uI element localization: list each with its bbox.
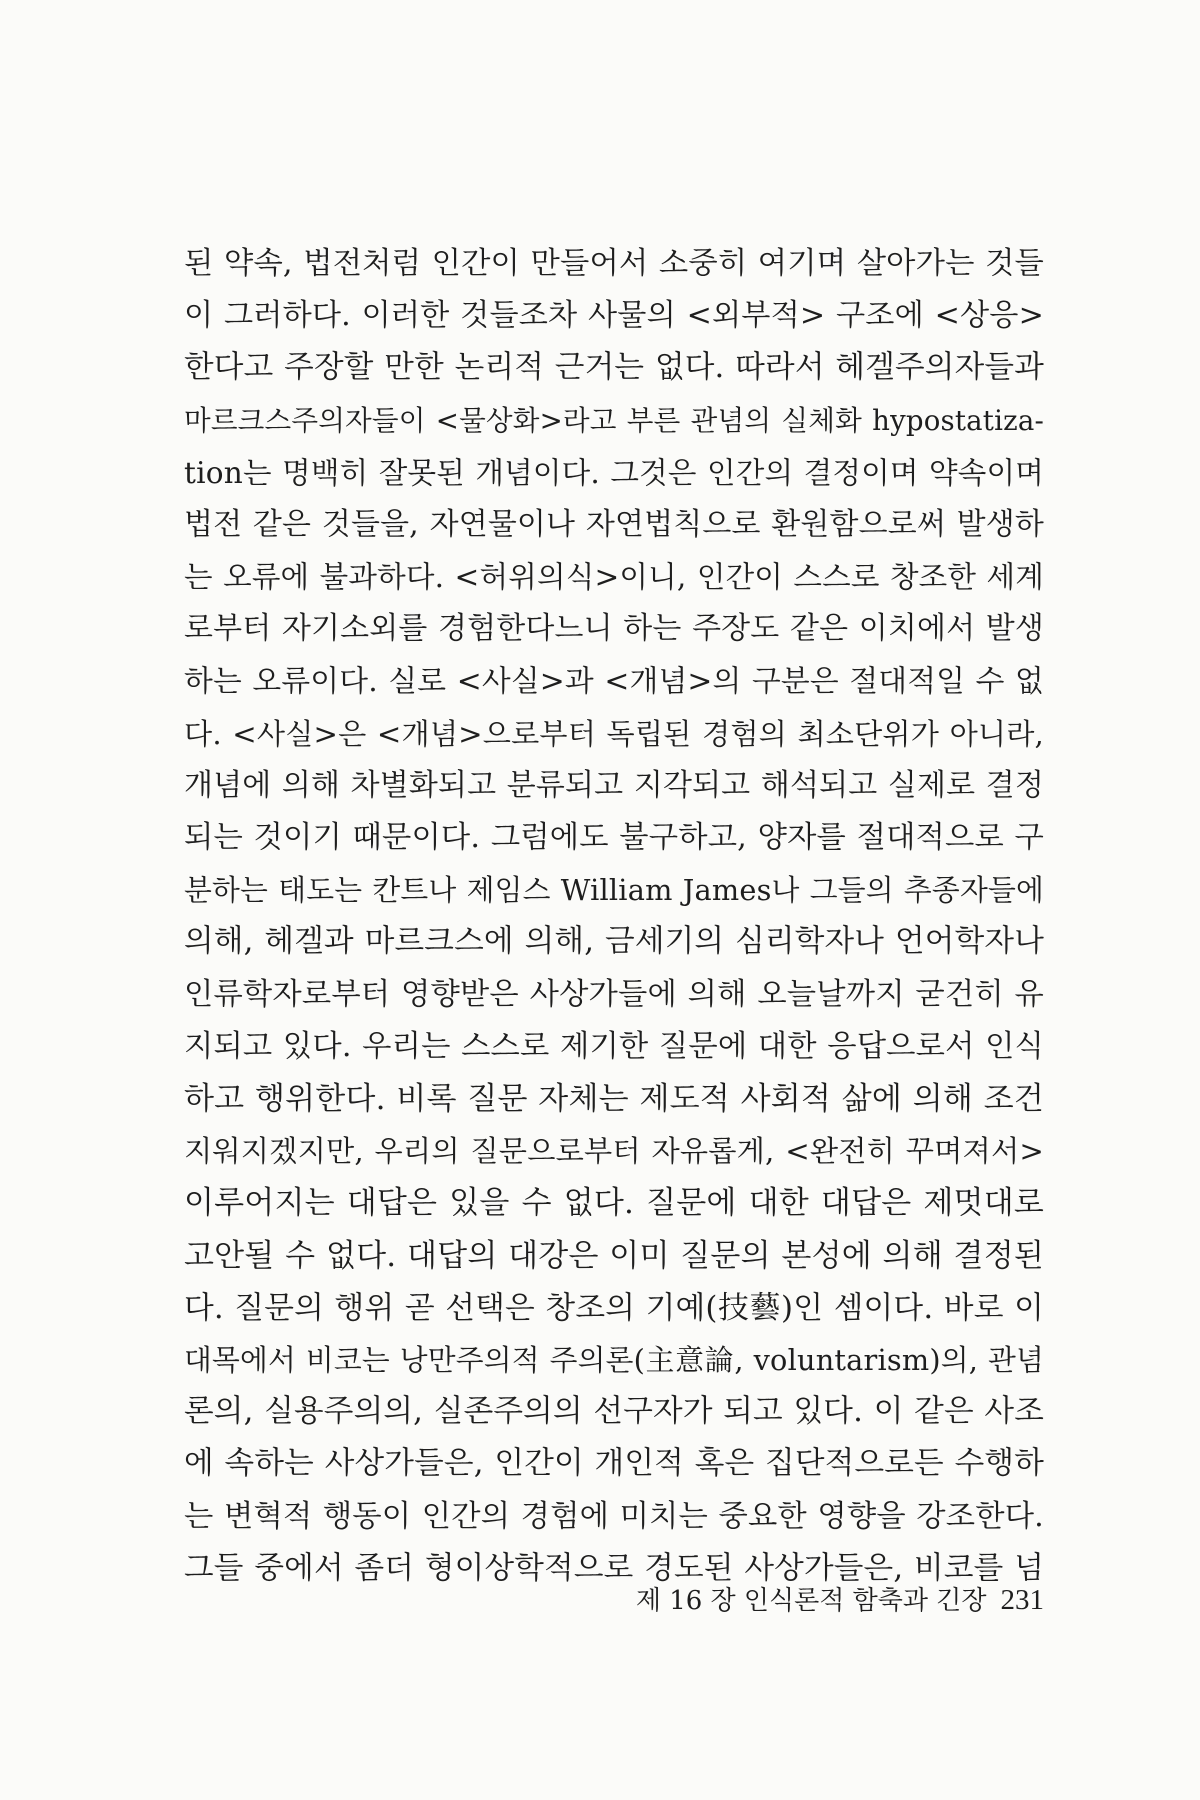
- text-line: 그들 중에서 좀더 형이상학적으로 경도된 사상가들은, 비코를 넘: [184, 1550, 1044, 1586]
- text-line: 론의, 실용주의의, 실존주의의 선구자가 되고 있다. 이 같은 사조: [184, 1394, 1044, 1430]
- text-line: 인류학자로부터 영향받은 사상가들에 의해 오늘날까지 굳건히 유: [184, 976, 1044, 1012]
- text-line: 마르크스주의자들이 <물상화>라고 부른 관념의 실체화 hypostatiza-: [184, 403, 1044, 437]
- text-line: 로부터 자기소외를 경험한다느니 하는 주장도 같은 이치에서 발생: [184, 611, 1044, 647]
- text-line: 한다고 주장할 만한 논리적 근거는 없다. 따라서 헤겔주의자들과: [184, 350, 1044, 386]
- text-line: 하고 행위한다. 비록 질문 자체는 제도적 사회적 삶에 의해 조건: [184, 1081, 1044, 1117]
- text-line: 분하는 태도는 칸트나 제임스 William James나 그들의 추종자들에: [184, 873, 1044, 908]
- text-line: 대목에서 비코는 낭만주의적 주의론(主意論, voluntarism)의, 관념: [184, 1342, 1044, 1377]
- text-line: 하는 오류이다. 실로 <사실>과 <개념>의 구분은 절대적일 수 없: [184, 663, 1044, 699]
- text-line: 는 변혁적 행동이 인간의 경험에 미치는 중요한 영향을 강조한다.: [184, 1498, 1044, 1534]
- text-line: 는 오류에 불과하다. <허위의식>이니, 인간이 스스로 창조한 세계: [184, 560, 1044, 595]
- text-line: tion는 명백히 잘못된 개념이다. 그것은 인간의 결정이며 약속이며: [184, 455, 1044, 490]
- text-line: 이 그러하다. 이러한 것들조차 사물의 <외부적> 구조에 <상응>: [184, 298, 1044, 334]
- body-text: [184, 238, 1044, 1595]
- text-line: 법전 같은 것들을, 자연물이나 자연법칙으로 환원함으로써 발생하: [184, 506, 1044, 542]
- page-number: 231: [1000, 1584, 1044, 1616]
- text-line: 되는 것이기 때문이다. 그럼에도 불구하고, 양자를 절대적으로 구: [184, 820, 1044, 856]
- text-line: 지워지겠지만, 우리의 질문으로부터 자유롭게, <완전히 꾸며져서>: [184, 1134, 1044, 1169]
- text-line: 의해, 헤겔과 마르크스에 의해, 금세기의 심리학자나 언어학자나: [184, 924, 1044, 960]
- text-line: 에 속하는 사상가들은, 인간이 개인적 혹은 집단적으로든 수행하: [184, 1446, 1044, 1482]
- text-line: 이루어지는 대답은 있을 수 없다. 질문에 대한 대답은 제멋대로: [184, 1185, 1044, 1222]
- running-head: 제 16 장 인식론적 함축과 긴장: [635, 1586, 987, 1616]
- text-line: 개념에 의해 차별화되고 분류되고 지각되고 해석되고 실제로 결정: [184, 767, 1044, 803]
- text-line: 된 약속, 법전처럼 인간이 만들어서 소중히 여기며 살아가는 것들: [184, 246, 1044, 281]
- page-footer: [620, 1582, 1044, 1619]
- text-line: 지되고 있다. 우리는 스스로 제기한 질문에 대한 응답으로서 인식: [184, 1028, 1044, 1064]
- text-line: 다. <사실>은 <개념>으로부터 독립된 경험의 최소단위가 아니라,: [184, 716, 1044, 751]
- text-line: 고안될 수 없다. 대답의 대강은 이미 질문의 본성에 의해 결정된: [184, 1237, 1044, 1274]
- text-line: 다. 질문의 행위 곧 선택은 창조의 기예(技藝)인 셈이다. 바로 이: [184, 1289, 1044, 1326]
